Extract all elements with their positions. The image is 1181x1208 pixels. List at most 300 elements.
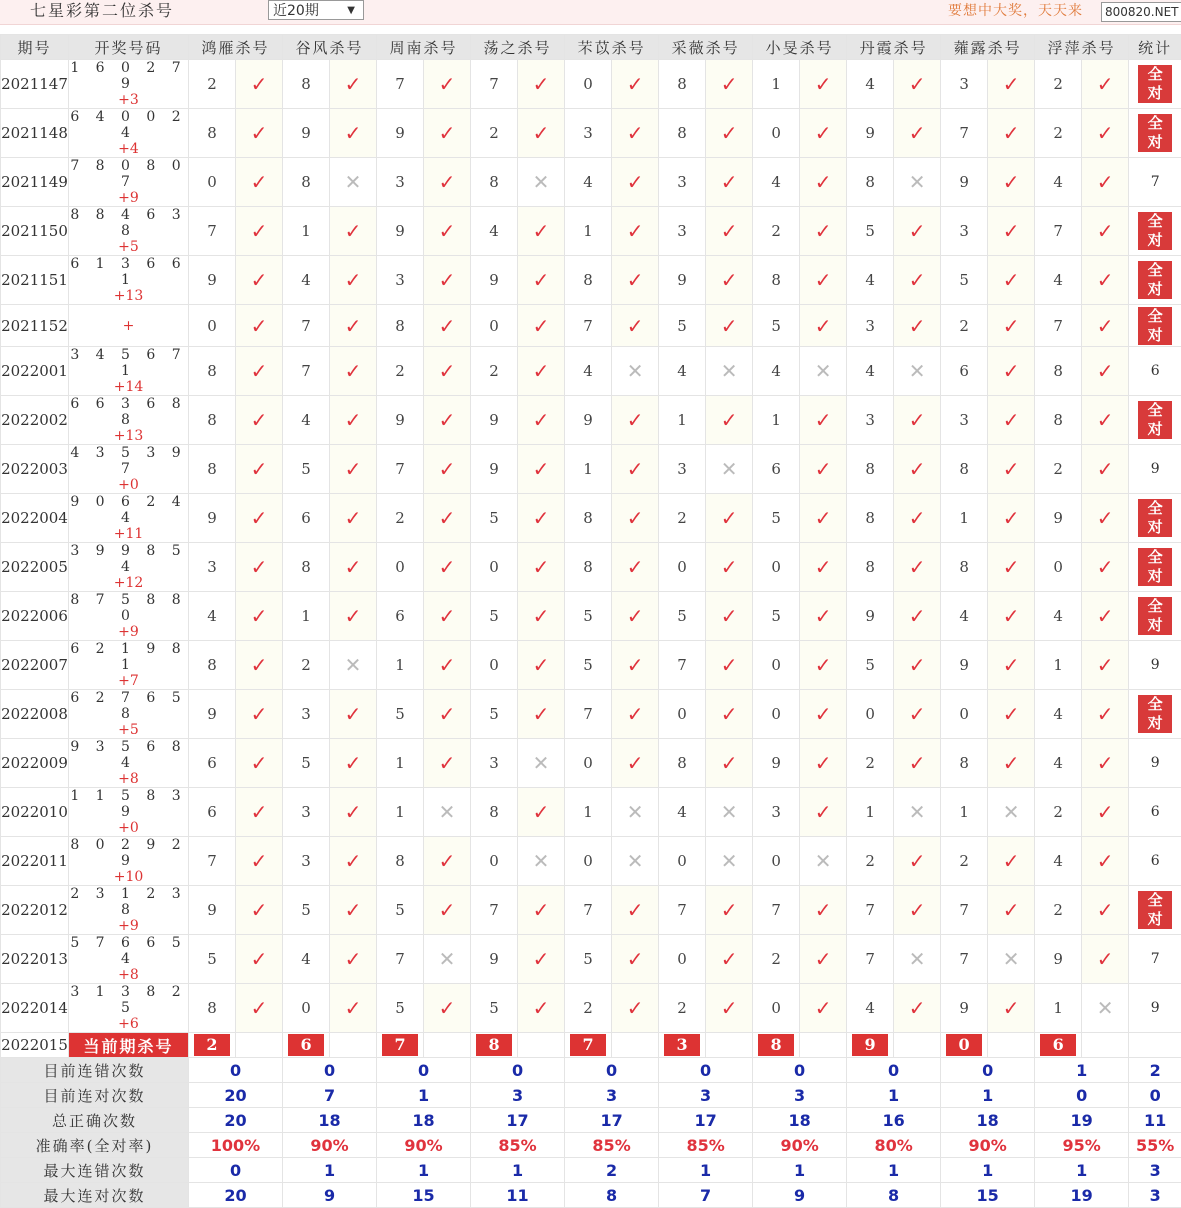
stats-value: 85% bbox=[471, 1133, 565, 1158]
kill-number: 8 bbox=[189, 109, 236, 158]
kill-number: 7 bbox=[659, 886, 706, 935]
draw-sum: +8 bbox=[69, 771, 188, 787]
kill-number: 4 bbox=[1035, 592, 1082, 641]
kill-number: 0 bbox=[283, 984, 330, 1033]
stats-value: 15 bbox=[941, 1183, 1035, 1208]
stats-value: 9 bbox=[283, 1183, 377, 1208]
stats-value: 1 bbox=[283, 1158, 377, 1183]
cross-icon: ✕ bbox=[706, 445, 753, 494]
draw-digits: 3 1 3 8 2 5 bbox=[69, 984, 188, 1016]
draw-numbers bbox=[69, 396, 189, 445]
table-header-row bbox=[1, 35, 1181, 60]
stats-value: 0 bbox=[377, 1058, 471, 1083]
period-select-value: 近20期 bbox=[273, 3, 319, 19]
check-icon: ✓ bbox=[800, 641, 847, 690]
all-correct-badge bbox=[1138, 307, 1172, 345]
kill-number: 7 bbox=[565, 305, 612, 347]
draw-numbers bbox=[69, 543, 189, 592]
draw-sum: +9 bbox=[69, 918, 188, 934]
kill-number: 5 bbox=[753, 494, 800, 543]
stats-label: 总正确次数 bbox=[1, 1108, 189, 1133]
all-correct-char: 对 bbox=[1138, 231, 1172, 250]
kill-number: 2 bbox=[941, 305, 988, 347]
table-row bbox=[1, 886, 1181, 935]
kill-number: 0 bbox=[565, 739, 612, 788]
kill-number: 3 bbox=[941, 207, 988, 256]
stats-value: 9 bbox=[753, 1183, 847, 1208]
kill-number: 8 bbox=[941, 543, 988, 592]
check-icon: ✓ bbox=[236, 886, 283, 935]
check-icon: ✓ bbox=[1082, 739, 1129, 788]
check-icon: ✓ bbox=[612, 158, 659, 207]
kill-number: 1 bbox=[565, 788, 612, 837]
draw-sum: +3 bbox=[69, 92, 188, 108]
check-icon: ✓ bbox=[236, 445, 283, 494]
slogan-text: 要想中大奖，天天来 bbox=[948, 0, 1108, 22]
current-kill-spacer bbox=[236, 1033, 283, 1058]
draw-sum: +9 bbox=[69, 624, 188, 640]
kill-number: 2 bbox=[1035, 60, 1082, 109]
kill-number: 2 bbox=[189, 60, 236, 109]
stats-value: 20 bbox=[189, 1083, 283, 1108]
kill-number: 9 bbox=[941, 158, 988, 207]
stats-value: 19 bbox=[1035, 1108, 1129, 1133]
kill-number: 8 bbox=[189, 347, 236, 396]
column-header: 采薇杀号 bbox=[659, 35, 753, 60]
stats-label: 准确率(全对率) bbox=[1, 1133, 189, 1158]
kill-number: 9 bbox=[471, 256, 518, 305]
kill-number: 8 bbox=[1035, 347, 1082, 396]
check-icon: ✓ bbox=[424, 690, 471, 739]
check-icon: ✓ bbox=[612, 445, 659, 494]
issue-number: 2022008 bbox=[1, 690, 69, 739]
check-icon: ✓ bbox=[612, 592, 659, 641]
cross-icon: ✕ bbox=[612, 788, 659, 837]
check-icon: ✓ bbox=[1082, 305, 1129, 347]
kill-number: 6 bbox=[283, 494, 330, 543]
kill-number: 0 bbox=[941, 690, 988, 739]
check-icon: ✓ bbox=[894, 837, 941, 886]
check-icon: ✓ bbox=[988, 60, 1035, 109]
check-icon: ✓ bbox=[236, 543, 283, 592]
check-icon: ✓ bbox=[518, 641, 565, 690]
all-correct-char: 对 bbox=[1138, 326, 1172, 345]
all-correct-char: 对 bbox=[1138, 420, 1172, 439]
check-icon: ✓ bbox=[424, 109, 471, 158]
check-icon: ✓ bbox=[330, 592, 377, 641]
draw-numbers bbox=[69, 347, 189, 396]
kill-number: 5 bbox=[283, 445, 330, 494]
kill-number: 8 bbox=[941, 739, 988, 788]
kill-number: 5 bbox=[565, 592, 612, 641]
check-icon: ✓ bbox=[518, 494, 565, 543]
current-kill-cell bbox=[377, 1033, 424, 1058]
check-icon: ✓ bbox=[706, 935, 753, 984]
stats-value: 90% bbox=[377, 1133, 471, 1158]
all-correct-char: 对 bbox=[1138, 84, 1172, 103]
kill-number: 1 bbox=[377, 788, 424, 837]
row-stat bbox=[1129, 886, 1181, 935]
check-icon: ✓ bbox=[612, 207, 659, 256]
check-icon: ✓ bbox=[424, 739, 471, 788]
stats-value: 11 bbox=[1129, 1108, 1181, 1133]
stats-label: 最大连错次数 bbox=[1, 1158, 189, 1183]
current-kill-spacer bbox=[1082, 1033, 1129, 1058]
draw-numbers bbox=[69, 445, 189, 494]
table-row bbox=[1, 207, 1181, 256]
draw-sum: +4 bbox=[69, 141, 188, 157]
cross-icon: ✕ bbox=[518, 837, 565, 886]
kill-number: 5 bbox=[847, 641, 894, 690]
current-issue: 2022015 bbox=[1, 1033, 69, 1058]
row-stat bbox=[1129, 494, 1181, 543]
kill-number: 1 bbox=[941, 788, 988, 837]
all-correct-badge bbox=[1138, 401, 1172, 439]
check-icon: ✓ bbox=[800, 592, 847, 641]
draw-digits: 3 9 9 8 5 4 bbox=[69, 543, 188, 575]
stats-value: 20 bbox=[189, 1183, 283, 1208]
row-stat: 9 bbox=[1129, 984, 1181, 1033]
draw-digits: 8 7 5 8 8 0 bbox=[69, 592, 188, 624]
stats-value: 3 bbox=[1129, 1183, 1181, 1208]
check-icon: ✓ bbox=[236, 788, 283, 837]
check-icon: ✓ bbox=[894, 984, 941, 1033]
stats-value: 1 bbox=[377, 1158, 471, 1183]
stats-value: 3 bbox=[471, 1083, 565, 1108]
draw-sum: + bbox=[69, 318, 188, 334]
kill-number: 5 bbox=[377, 984, 424, 1033]
check-icon: ✓ bbox=[894, 207, 941, 256]
kill-number: 2 bbox=[471, 109, 518, 158]
check-icon: ✓ bbox=[988, 690, 1035, 739]
kill-number: 5 bbox=[377, 690, 424, 739]
draw-digits: 2 3 1 2 3 8 bbox=[69, 886, 188, 918]
check-icon: ✓ bbox=[1082, 494, 1129, 543]
check-icon: ✓ bbox=[706, 494, 753, 543]
check-icon: ✓ bbox=[1082, 935, 1129, 984]
kill-number: 3 bbox=[377, 158, 424, 207]
kill-number: 0 bbox=[471, 641, 518, 690]
check-icon: ✓ bbox=[1082, 396, 1129, 445]
all-correct-badge bbox=[1138, 499, 1172, 537]
stats-value: 19 bbox=[1035, 1183, 1129, 1208]
current-kill-spacer bbox=[518, 1033, 565, 1058]
current-kill-cell bbox=[283, 1033, 330, 1058]
check-icon: ✓ bbox=[330, 396, 377, 445]
kill-number: 7 bbox=[283, 347, 330, 396]
check-icon: ✓ bbox=[1082, 158, 1129, 207]
cross-icon: ✕ bbox=[518, 158, 565, 207]
stats-value: 17 bbox=[471, 1108, 565, 1133]
draw-sum: +11 bbox=[69, 526, 188, 542]
kill-number: 0 bbox=[753, 109, 800, 158]
period-select[interactable] bbox=[268, 0, 364, 20]
kill-number: 2 bbox=[941, 837, 988, 886]
check-icon: ✓ bbox=[612, 543, 659, 592]
column-header: 芣苡杀号 bbox=[565, 35, 659, 60]
issue-number: 2022006 bbox=[1, 592, 69, 641]
check-icon: ✓ bbox=[612, 935, 659, 984]
kill-number: 0 bbox=[189, 305, 236, 347]
kill-number: 0 bbox=[753, 543, 800, 592]
current-kill-badge: 7 bbox=[382, 1034, 418, 1056]
cross-icon: ✕ bbox=[800, 837, 847, 886]
stats-value: 18 bbox=[283, 1108, 377, 1133]
check-icon: ✓ bbox=[988, 305, 1035, 347]
draw-digits: 6 6 3 6 8 8 bbox=[69, 396, 188, 428]
row-stat: 9 bbox=[1129, 739, 1181, 788]
table-row bbox=[1, 984, 1181, 1033]
current-kill-label: 当前期杀号 bbox=[69, 1033, 189, 1058]
check-icon: ✓ bbox=[706, 109, 753, 158]
check-icon: ✓ bbox=[894, 305, 941, 347]
check-icon: ✓ bbox=[236, 641, 283, 690]
current-kill-cell bbox=[941, 1033, 988, 1058]
current-kill-badge: 3 bbox=[664, 1034, 700, 1056]
current-kill-cell bbox=[189, 1033, 236, 1058]
check-icon: ✓ bbox=[800, 396, 847, 445]
all-correct-char: 对 bbox=[1138, 567, 1172, 586]
check-icon: ✓ bbox=[236, 739, 283, 788]
cross-icon: ✕ bbox=[894, 347, 941, 396]
check-icon: ✓ bbox=[800, 935, 847, 984]
draw-digits: 6 2 7 6 5 8 bbox=[69, 690, 188, 722]
check-icon: ✓ bbox=[236, 207, 283, 256]
stats-label: 目前连错次数 bbox=[1, 1058, 189, 1083]
check-icon: ✓ bbox=[988, 347, 1035, 396]
check-icon: ✓ bbox=[894, 592, 941, 641]
stats-value: 8 bbox=[847, 1183, 941, 1208]
check-icon: ✓ bbox=[800, 109, 847, 158]
kill-number: 0 bbox=[659, 690, 706, 739]
check-icon: ✓ bbox=[330, 445, 377, 494]
table-row bbox=[1, 494, 1181, 543]
draw-digits: 9 0 6 2 4 4 bbox=[69, 494, 188, 526]
kill-number: 8 bbox=[941, 445, 988, 494]
kill-number: 8 bbox=[847, 543, 894, 592]
row-stat bbox=[1129, 256, 1181, 305]
cross-icon: ✕ bbox=[894, 788, 941, 837]
table-row bbox=[1, 347, 1181, 396]
check-icon: ✓ bbox=[706, 305, 753, 347]
kill-number: 2 bbox=[565, 984, 612, 1033]
kill-number: 1 bbox=[753, 396, 800, 445]
kill-number: 0 bbox=[189, 158, 236, 207]
row-stat: 6 bbox=[1129, 788, 1181, 837]
kill-number: 4 bbox=[753, 158, 800, 207]
kill-number: 9 bbox=[471, 445, 518, 494]
kill-number: 7 bbox=[471, 60, 518, 109]
kill-number: 0 bbox=[659, 935, 706, 984]
row-stat: 9 bbox=[1129, 445, 1181, 494]
site-badge[interactable]: 800820.NET bbox=[1101, 2, 1181, 22]
kill-number: 7 bbox=[189, 207, 236, 256]
check-icon: ✓ bbox=[1082, 592, 1129, 641]
check-icon: ✓ bbox=[330, 305, 377, 347]
check-icon: ✓ bbox=[518, 592, 565, 641]
check-icon: ✓ bbox=[800, 886, 847, 935]
kill-number: 2 bbox=[377, 494, 424, 543]
stats-row bbox=[1, 1058, 1181, 1083]
kill-number: 3 bbox=[471, 739, 518, 788]
draw-sum: +9 bbox=[69, 190, 188, 206]
draw-numbers bbox=[69, 739, 189, 788]
stats-value: 80% bbox=[847, 1133, 941, 1158]
stats-value: 3 bbox=[565, 1083, 659, 1108]
check-icon: ✓ bbox=[424, 207, 471, 256]
cross-icon: ✕ bbox=[894, 935, 941, 984]
kill-number: 0 bbox=[565, 837, 612, 886]
page-title: 七星彩第二位杀号 bbox=[30, 0, 174, 22]
all-correct-badge bbox=[1138, 548, 1172, 586]
check-icon: ✓ bbox=[612, 60, 659, 109]
row-stat bbox=[1129, 592, 1181, 641]
kill-number: 5 bbox=[283, 886, 330, 935]
cross-icon: ✕ bbox=[706, 347, 753, 396]
kill-number: 2 bbox=[1035, 886, 1082, 935]
check-icon: ✓ bbox=[518, 256, 565, 305]
kill-number: 8 bbox=[189, 445, 236, 494]
stats-value: 2 bbox=[565, 1158, 659, 1183]
cross-icon: ✕ bbox=[988, 935, 1035, 984]
kill-number: 5 bbox=[753, 592, 800, 641]
stats-value: 0 bbox=[941, 1058, 1035, 1083]
check-icon: ✓ bbox=[330, 739, 377, 788]
stats-value: 90% bbox=[753, 1133, 847, 1158]
check-icon: ✓ bbox=[612, 494, 659, 543]
table-row bbox=[1, 543, 1181, 592]
kill-number: 3 bbox=[659, 158, 706, 207]
cross-icon: ✕ bbox=[612, 837, 659, 886]
check-icon: ✓ bbox=[612, 305, 659, 347]
kill-number: 3 bbox=[283, 837, 330, 886]
stats-value: 3 bbox=[1129, 1158, 1181, 1183]
check-icon: ✓ bbox=[800, 984, 847, 1033]
draw-digits: 8 0 2 9 2 9 bbox=[69, 837, 188, 869]
kill-number: 2 bbox=[659, 494, 706, 543]
check-icon: ✓ bbox=[706, 396, 753, 445]
kill-number: 4 bbox=[565, 347, 612, 396]
kill-number: 0 bbox=[847, 690, 894, 739]
issue-number: 2022005 bbox=[1, 543, 69, 592]
check-icon: ✓ bbox=[518, 347, 565, 396]
kill-number: 4 bbox=[1035, 739, 1082, 788]
kill-number: 8 bbox=[565, 543, 612, 592]
kill-number: 4 bbox=[659, 347, 706, 396]
stats-value: 100% bbox=[189, 1133, 283, 1158]
kill-number: 0 bbox=[471, 837, 518, 886]
kill-number: 5 bbox=[189, 935, 236, 984]
stats-label: 目前连对次数 bbox=[1, 1083, 189, 1108]
check-icon: ✓ bbox=[988, 396, 1035, 445]
kill-number: 9 bbox=[941, 984, 988, 1033]
kill-number: 3 bbox=[283, 690, 330, 739]
check-icon: ✓ bbox=[236, 935, 283, 984]
kill-number: 1 bbox=[659, 396, 706, 445]
check-icon: ✓ bbox=[988, 592, 1035, 641]
check-icon: ✓ bbox=[330, 109, 377, 158]
stats-value: 11 bbox=[471, 1183, 565, 1208]
kill-number: 3 bbox=[659, 207, 706, 256]
all-correct-char: 全 bbox=[1138, 597, 1172, 616]
check-icon: ✓ bbox=[330, 60, 377, 109]
draw-numbers bbox=[69, 158, 189, 207]
draw-sum: +6 bbox=[69, 1016, 188, 1032]
check-icon: ✓ bbox=[988, 739, 1035, 788]
kill-number: 7 bbox=[659, 641, 706, 690]
kill-number: 8 bbox=[847, 494, 894, 543]
check-icon: ✓ bbox=[424, 641, 471, 690]
column-header: 周南杀号 bbox=[377, 35, 471, 60]
kill-number: 7 bbox=[189, 837, 236, 886]
cross-icon: ✕ bbox=[330, 641, 377, 690]
check-icon: ✓ bbox=[988, 256, 1035, 305]
check-icon: ✓ bbox=[612, 984, 659, 1033]
check-icon: ✓ bbox=[424, 60, 471, 109]
stats-value: 1 bbox=[1035, 1058, 1129, 1083]
all-correct-char: 全 bbox=[1138, 65, 1172, 84]
check-icon: ✓ bbox=[518, 788, 565, 837]
kill-number: 7 bbox=[1035, 207, 1082, 256]
kill-number: 1 bbox=[283, 207, 330, 256]
all-correct-char: 全 bbox=[1138, 114, 1172, 133]
kill-number: 9 bbox=[377, 396, 424, 445]
all-correct-badge bbox=[1138, 114, 1172, 152]
kill-number: 2 bbox=[753, 207, 800, 256]
check-icon: ✓ bbox=[424, 886, 471, 935]
row-stat bbox=[1129, 109, 1181, 158]
top-bar bbox=[0, 0, 1181, 25]
draw-digits: 8 8 4 6 3 8 bbox=[69, 207, 188, 239]
check-icon: ✓ bbox=[518, 984, 565, 1033]
check-icon: ✓ bbox=[236, 347, 283, 396]
kill-number: 8 bbox=[283, 60, 330, 109]
kill-number: 8 bbox=[189, 641, 236, 690]
kill-number: 8 bbox=[659, 109, 706, 158]
column-header: 丹霞杀号 bbox=[847, 35, 941, 60]
current-kill-cell bbox=[1035, 1033, 1082, 1058]
check-icon: ✓ bbox=[612, 690, 659, 739]
issue-number: 2022014 bbox=[1, 984, 69, 1033]
kill-number: 0 bbox=[565, 60, 612, 109]
check-icon: ✓ bbox=[236, 592, 283, 641]
kill-number: 9 bbox=[1035, 935, 1082, 984]
stats-value: 0 bbox=[189, 1158, 283, 1183]
check-icon: ✓ bbox=[330, 256, 377, 305]
kill-number: 8 bbox=[283, 158, 330, 207]
draw-sum: +13 bbox=[69, 288, 188, 304]
check-icon: ✓ bbox=[1082, 543, 1129, 592]
kill-number: 9 bbox=[941, 641, 988, 690]
all-correct-char: 对 bbox=[1138, 518, 1172, 537]
kill-number: 0 bbox=[753, 837, 800, 886]
issue-number: 2022013 bbox=[1, 935, 69, 984]
column-header: 谷风杀号 bbox=[283, 35, 377, 60]
current-kill-spacer bbox=[612, 1033, 659, 1058]
kill-number: 7 bbox=[941, 886, 988, 935]
kill-number: 2 bbox=[753, 935, 800, 984]
kill-number: 5 bbox=[377, 886, 424, 935]
issue-number: 2021147 bbox=[1, 60, 69, 109]
check-icon: ✓ bbox=[612, 886, 659, 935]
check-icon: ✓ bbox=[800, 305, 847, 347]
issue-number: 2021151 bbox=[1, 256, 69, 305]
row-stat bbox=[1129, 207, 1181, 256]
stats-value: 7 bbox=[659, 1183, 753, 1208]
check-icon: ✓ bbox=[612, 739, 659, 788]
chevron-down-icon: ▼ bbox=[347, 1, 355, 21]
row-stat: 7 bbox=[1129, 158, 1181, 207]
